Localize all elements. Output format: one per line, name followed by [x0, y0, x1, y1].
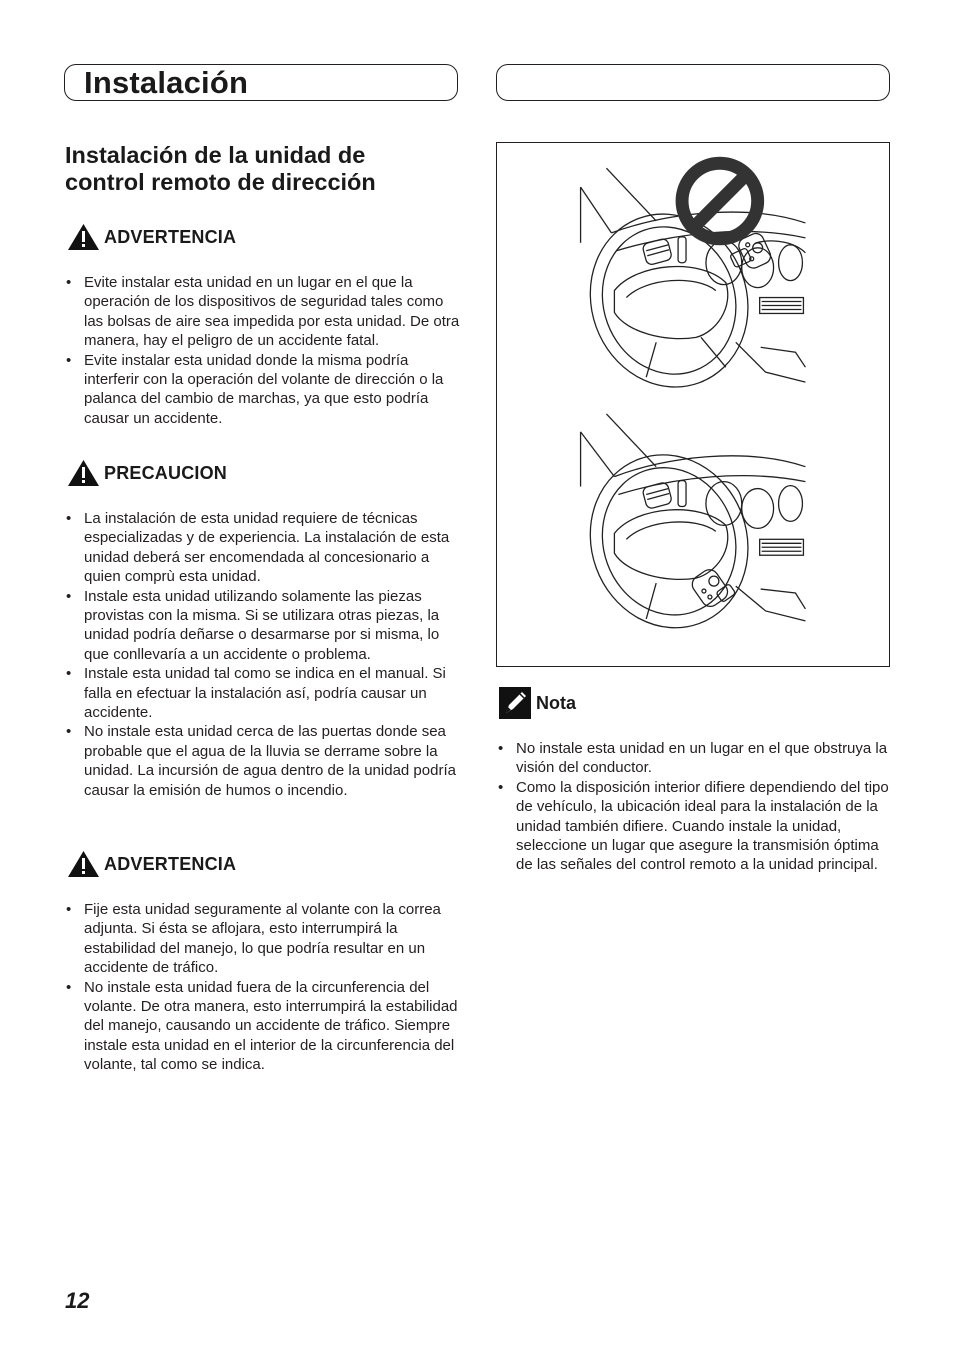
page-number: 12: [65, 1288, 90, 1313]
list-item: • No instale esta unidad cerca de las puertas donde sea probable que el agua de la lluvia se derrame sobre la unidad. La incursión de agua dentro de la unidad podría causar la emisión de humos o incendio.: [65, 722, 461, 800]
warning-triangle-icon: [67, 459, 100, 487]
warning-label: ADVERTENCIA: [104, 853, 237, 874]
installation-figure: [496, 142, 890, 667]
caution-heading: [67, 459, 227, 487]
section-header-tab-blank: [496, 64, 890, 101]
warning-triangle-icon: [67, 223, 100, 251]
warning-heading: [67, 223, 236, 251]
list-item: • No instale esta unidad en un lugar en el que obstruya la visión del conductor.: [497, 739, 893, 778]
caution-list: [65, 509, 461, 800]
note-label: Nota: [536, 692, 576, 713]
prohibition-icon: [682, 163, 758, 239]
warning-list: [65, 900, 461, 1075]
pencil-note-icon: [498, 686, 532, 720]
note-list: [497, 739, 893, 875]
subsection-title-line1: Instalación de la unidad de: [65, 142, 366, 168]
list-item: • Fije esta unidad seguramente al volante con la correa adjunta. Si ésta se aflojara, esto interrumpirá la estabilidad del manejo, lo que podría resultar en un accidente de tráfico.: [65, 900, 461, 978]
list-item: • No instale esta unidad fuera de la circunferencia del volante. De otra manera, esto interrumpirá la estabilidad del manejo, causando un accidente de tráfico. Siempre instale esta unidad en el interior de la circunferencia del volante, tal como se indica.: [65, 978, 461, 1075]
caution-label: PRECAUCION: [104, 462, 228, 483]
warning-heading: [67, 850, 236, 878]
list-item: • La instalación de esta unidad requiere de técnicas especializadas y de experiencia. La instalación de esta unidad deberá ser encomendada al concesionario a quien comprù esta unidad.: [65, 509, 461, 587]
list-item: • Evite instalar esta unidad en un lugar en el que la operación de los dispositivos de seguridad tales como las bolsas de aire sea impedida por esta unidad. De otra manera, hay el peligro de un accidente fatal.: [65, 273, 461, 351]
subsection-title-line2: control remoto de dirección: [65, 169, 376, 195]
note-heading: [498, 686, 576, 720]
warning-list: [65, 273, 461, 428]
warning-label: ADVERTENCIA: [104, 226, 237, 247]
list-item: • Instale esta unidad tal como se indica en el manual. Si falla en efectuar la instalación así, podría causar un accidente.: [65, 664, 461, 722]
section-title: Instalación: [84, 65, 249, 100]
list-item: • Evite instalar esta unidad donde la misma podría interferir con la operación del volante de dirección o la palanca del cambio de marchas, ya que esto podría causar un accidente.: [65, 351, 461, 429]
subsection-title: [65, 142, 465, 196]
steering-wheel-illustration: [497, 143, 889, 666]
list-item: • Instale esta unidad utilizando solamente las piezas provistas con la misma. Si se utilizara otras piezas, la unidad podría deñarse o desarmarse por si misma, lo que conllevaría a un accidente o problema.: [65, 587, 461, 665]
warning-triangle-icon: [67, 850, 100, 878]
list-item: • Como la disposición interior difiere dependiendo del tipo de vehículo, la ubicación ideal para la instalación de la unidad también difiere. Cuando instale la unidad, seleccione un lugar que asegure la transmisión óptima de las señales del control remoto a la unidad principal.: [497, 778, 893, 875]
